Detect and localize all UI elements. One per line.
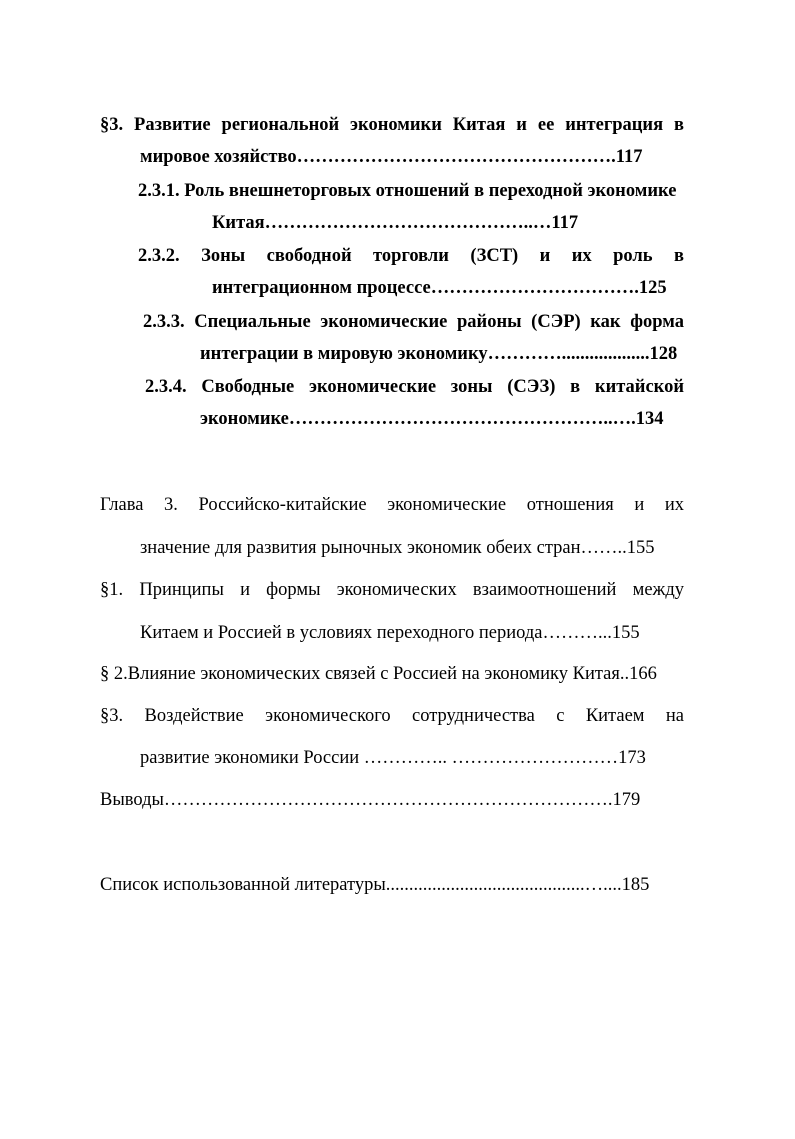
- toc-entry-bibliography: Список использованной литературы...........................................…....185: [100, 875, 650, 895]
- toc-entry-ch3-s2: § 2.Влияние экономических связей с Россией на экономику Китая..166: [100, 664, 657, 684]
- toc-entry-s3-title-line2: мировое хозяйство…………………………………………….117: [140, 147, 643, 167]
- toc-entry-chapter3-line1: Глава 3. Российско-китайские экономические отношения и их: [100, 495, 684, 515]
- toc-entry-conclusions: Выводы……………………………………………………………….179: [100, 790, 641, 810]
- toc-entry-2-3-2-line1: 2.3.2. Зоны свободной торговли (ЗСТ) и их роль в: [138, 246, 684, 266]
- toc-entry-2-3-1-line1: 2.3.1. Роль внешнеторговых отношений в переходной экономике: [138, 181, 677, 201]
- toc-entry-ch3-s3-line1: §3. Воздействие экономического сотрудничества с Китаем на: [100, 706, 684, 726]
- toc-entry-2-3-2-line2: интеграционном процессе…………………………….125: [212, 278, 667, 298]
- toc-entry-s3-title-line1: §3. Развитие региональной экономики Китая и ее интеграция в: [100, 115, 684, 135]
- toc-entry-2-3-1-line2: Китая……………………………………..…117: [212, 213, 579, 233]
- toc-entry-2-3-4-line1: 2.3.4. Свободные экономические зоны (СЭЗ) в китайской: [145, 377, 684, 397]
- toc-entry-2-3-3-line2: интеграции в мировую экономику…………...................128: [200, 344, 678, 364]
- toc-entry-ch3-s3-line2: развитие экономики России ………….. ………………………173: [140, 748, 646, 768]
- toc-entry-2-3-4-line2: экономике……………………………………………..….134: [200, 409, 664, 429]
- toc-entry-chapter3-line2: значение для развития рыночных экономик обеих стран……..155: [140, 538, 655, 558]
- toc-entry-ch3-s1-line1: §1. Принципы и формы экономических взаимоотношений между: [100, 580, 684, 600]
- toc-entry-2-3-3-line1: 2.3.3. Специальные экономические районы (СЭР) как форма: [143, 312, 684, 332]
- toc-entry-ch3-s1-line2: Китаем и Россией в условиях переходного периода………...155: [140, 623, 640, 643]
